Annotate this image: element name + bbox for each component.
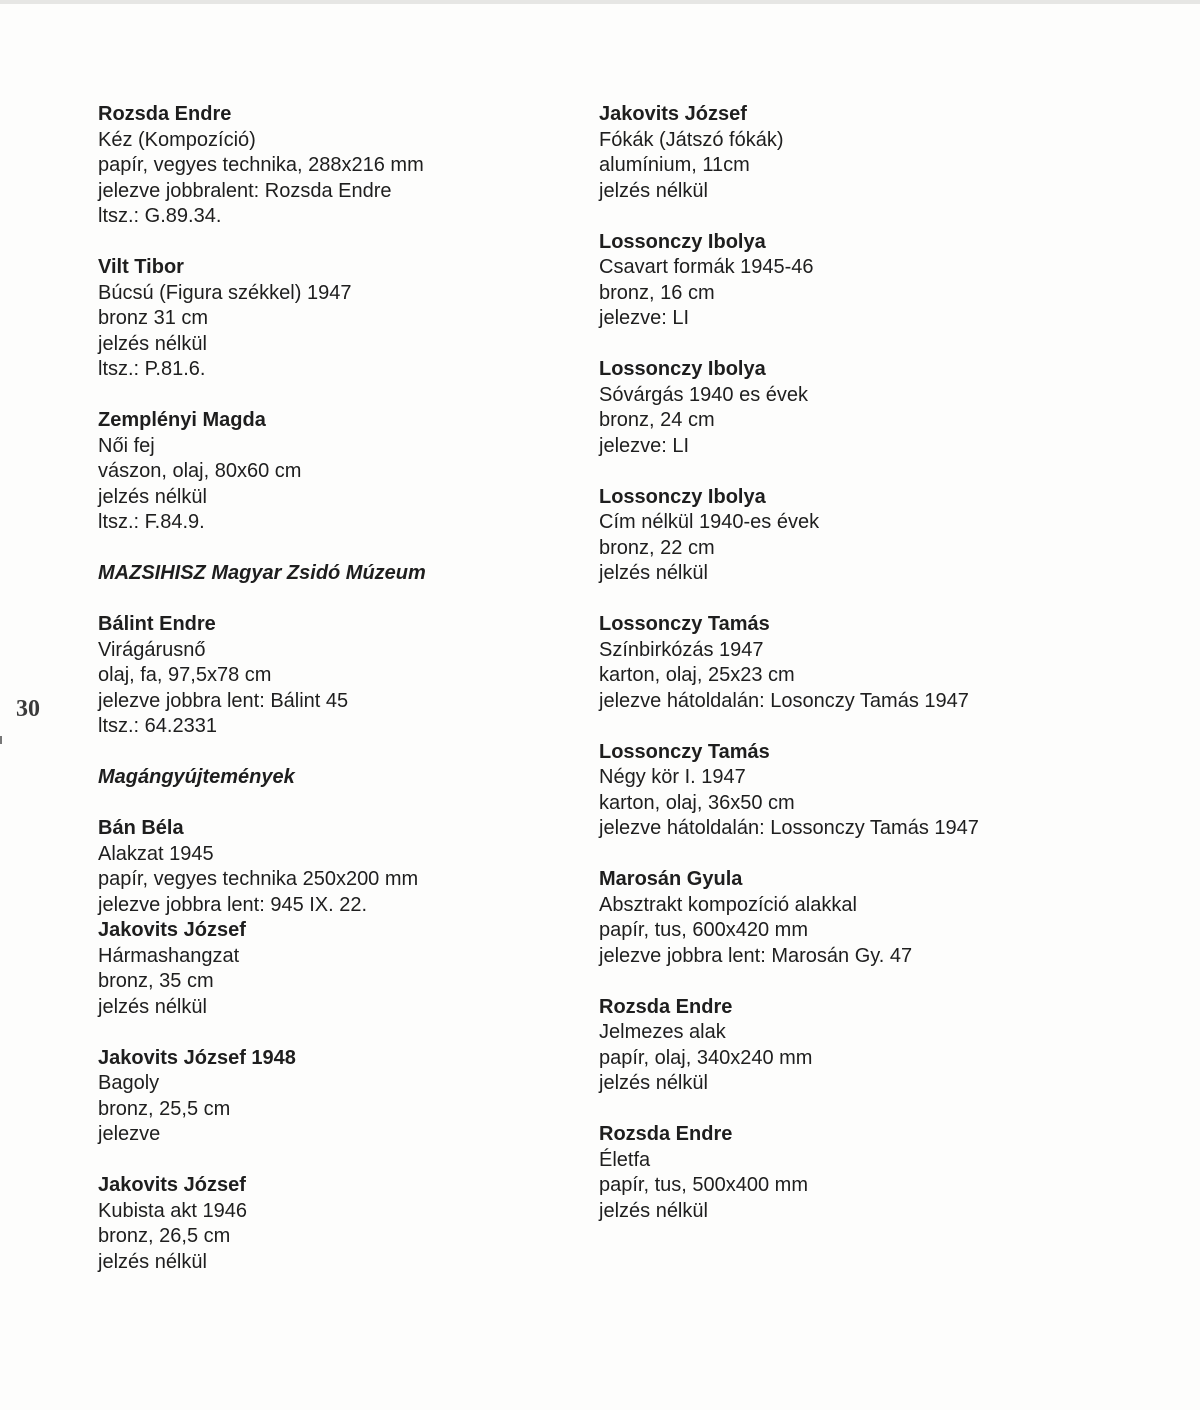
artwork-title: Sóvárgás 1940 es évek <box>599 383 809 406</box>
artwork-title: Jelmezes alak <box>599 1021 726 1043</box>
artist-name: Lossonczy Ibolya <box>599 230 766 253</box>
artist-name: Zemplényi Magda <box>98 409 266 431</box>
catalog-entry <box>599 485 1159 587</box>
collection-heading: MAZSIHISZ Magyar Zsidó Múzeum <box>98 562 426 584</box>
artwork-medium: papír, olaj, 340x240 mm <box>599 1046 813 1069</box>
artwork-title: Alakzat 1945 <box>98 842 214 865</box>
right-column <box>599 102 1159 1250</box>
artwork-signature: jelezve hátoldalán: Lossonczy Tamás 1947 <box>599 817 979 839</box>
inventory-number: ltsz.: G.89.34. <box>98 205 222 227</box>
artwork-title: Bagoly <box>98 1072 160 1094</box>
collection-heading: Magángyújtemények <box>98 766 295 788</box>
artwork-medium: papír, vegyes technika, 288x216 mm <box>98 154 424 176</box>
catalog-entry <box>599 357 1159 459</box>
artist-name: Rozsda Endre <box>599 995 733 1018</box>
artwork-signature: jelezve: LI <box>599 434 690 457</box>
artwork-signature: jelzés nélkül <box>98 995 207 1018</box>
artwork-title: Fókák (Játszó fókák) <box>599 128 784 151</box>
artist-name: Lossonczy Tamás <box>599 740 770 763</box>
artwork-medium: papír, tus, 600x420 mm <box>599 919 809 941</box>
catalog-entry <box>98 255 568 383</box>
artwork-signature: jelzés nélkül <box>599 562 708 584</box>
artwork-signature: jelezve jobbra lent: Bálint 45 <box>98 689 349 712</box>
catalog-entry <box>599 612 1159 714</box>
artwork-title: Négy kör I. 1947 <box>599 766 746 788</box>
artwork-title: Cím nélkül 1940-es évek <box>599 511 820 533</box>
artwork-medium: papír, tus, 500x400 mm <box>599 1174 809 1196</box>
artist-name: Jakovits József 1948 <box>98 1046 296 1069</box>
artist-name: Bán Béla <box>98 817 184 839</box>
catalog-entry <box>599 230 1159 332</box>
catalog-entry <box>98 816 568 918</box>
catalog-entry <box>599 867 1159 969</box>
artwork-title: Csavart formák 1945-46 <box>599 256 814 278</box>
artist-name: Marosán Gyula <box>599 868 743 890</box>
left-column <box>98 102 568 1301</box>
inventory-number: ltsz.: P.81.6. <box>98 358 206 380</box>
artwork-title: Női fej <box>98 434 155 457</box>
artwork-title: Absztrakt kompozíció alakkal <box>599 893 857 916</box>
catalog-entry <box>98 408 568 536</box>
artwork-medium: olaj, fa, 97,5x78 cm <box>98 664 272 686</box>
artwork-medium: bronz, 24 cm <box>599 409 715 431</box>
artwork-title: Virágárusnő <box>98 638 206 661</box>
artwork-signature: jelzés nélkül <box>599 179 708 202</box>
artwork-medium: papír, vegyes technika 250x200 mm <box>98 868 419 890</box>
catalog-entry <box>599 102 1159 204</box>
artwork-signature: jelzés nélkül <box>98 1250 207 1273</box>
page-number: 30 <box>16 696 40 722</box>
artist-name: Vilt Tibor <box>98 256 184 278</box>
artwork-signature: jelzés nélkül <box>98 332 207 355</box>
artwork-signature: jelezve hátoldalán: Losonczy Tamás 1947 <box>599 689 969 712</box>
artwork-medium: karton, olaj, 25x23 cm <box>599 664 795 686</box>
artwork-signature: jelzés nélkül <box>599 1199 708 1222</box>
catalog-entry <box>98 1173 568 1275</box>
catalog-entry <box>599 740 1159 842</box>
catalog-entry <box>98 918 568 1020</box>
artwork-medium: bronz, 35 cm <box>98 970 214 992</box>
artist-name: Rozsda Endre <box>98 103 232 125</box>
artwork-medium: bronz, 25,5 cm <box>98 1097 231 1120</box>
artist-name: Jakovits József <box>98 1174 246 1196</box>
artist-name: Lossonczy Ibolya <box>599 358 766 380</box>
artwork-medium: bronz, 16 cm <box>599 281 715 304</box>
artwork-title: Hármashangzat <box>98 944 240 967</box>
artwork-title: Búcsú (Figura székkel) 1947 <box>98 281 352 304</box>
artwork-medium: bronz, 26,5 cm <box>98 1225 231 1247</box>
catalog-entry <box>98 1046 568 1148</box>
artwork-signature: jelezve jobbra lent: 945 IX. 22. <box>98 893 368 916</box>
artist-name: Bálint Endre <box>98 613 216 635</box>
artist-name: Jakovits József <box>599 103 747 125</box>
artist-name: Rozsda Endre <box>599 1123 733 1145</box>
margin-mark <box>0 736 2 744</box>
artwork-signature: jelezve: LI <box>599 307 690 329</box>
artwork-title: Kubista akt 1946 <box>98 1199 247 1222</box>
artwork-signature: jelzés nélkül <box>599 1072 708 1094</box>
artwork-title: Életfa <box>599 1148 651 1171</box>
artwork-signature: jelezve jobbra lent: Marosán Gy. 47 <box>599 944 913 967</box>
inventory-number: ltsz.: 64.2331 <box>98 715 217 737</box>
artwork-signature: jelzés nélkül <box>98 485 207 508</box>
artist-name: Jakovits József <box>98 919 246 941</box>
catalog-entry <box>599 995 1159 1097</box>
catalog-entry <box>599 1122 1159 1224</box>
artist-name: Lossonczy Tamás <box>599 613 770 635</box>
artwork-title: Kéz (Kompozíció) <box>98 128 256 151</box>
artwork-medium: bronz 31 cm <box>98 307 209 329</box>
catalog-entry <box>98 612 568 740</box>
artwork-medium: vászon, olaj, 80x60 cm <box>98 460 302 482</box>
artwork-signature: jelezve jobbralent: Rozsda Endre <box>98 179 392 202</box>
page-top-edge <box>0 0 1200 4</box>
artwork-medium: alumínium, 11cm <box>599 154 750 176</box>
inventory-number: ltsz.: F.84.9. <box>98 511 205 533</box>
artwork-title: Színbirkózás 1947 <box>599 638 764 661</box>
artwork-signature: jelezve <box>98 1123 161 1145</box>
artist-name: Lossonczy Ibolya <box>599 485 766 508</box>
catalog-entry <box>98 102 568 230</box>
artwork-medium: bronz, 22 cm <box>599 536 715 559</box>
artwork-medium: karton, olaj, 36x50 cm <box>599 791 795 814</box>
